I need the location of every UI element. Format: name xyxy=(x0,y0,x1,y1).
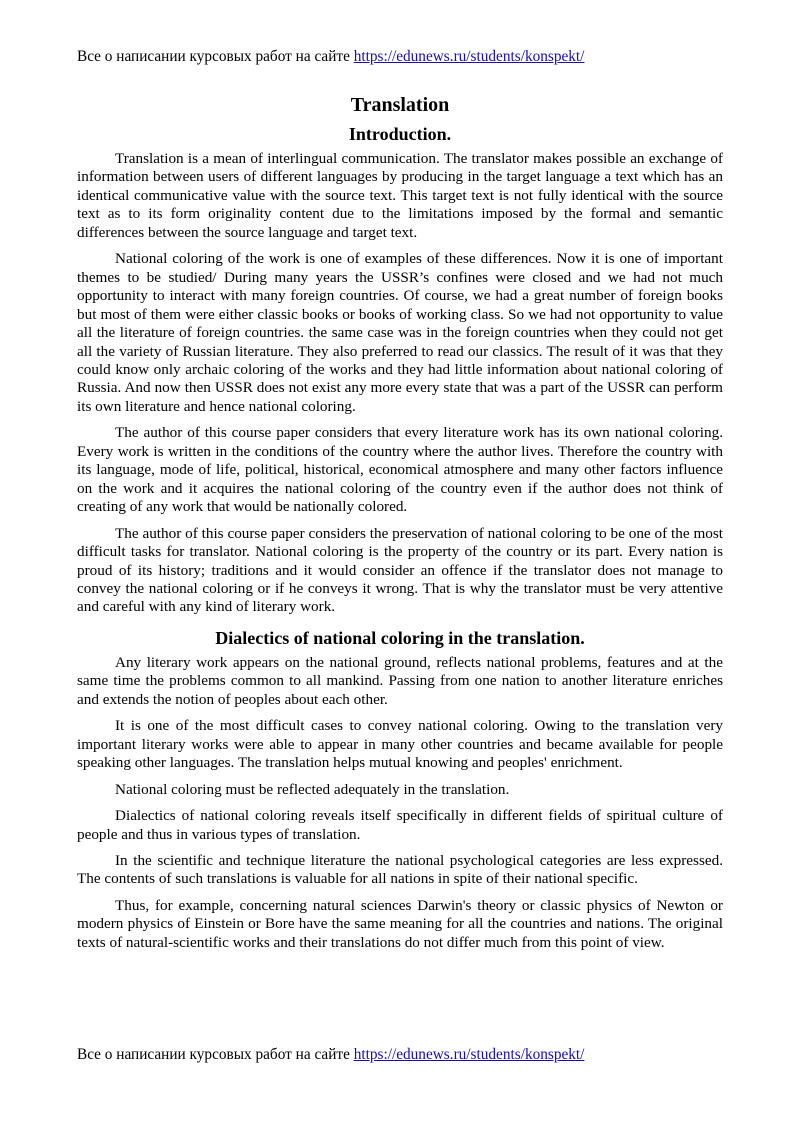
dialectics-paragraph-2: It is one of the most difficult cases to convey national coloring. Owing to the translation very important literary works were able to appear in many other countries and became available for people speaking other languages. The translation helps mutual knowing and peoples' enrichment. xyxy=(77,717,723,772)
document-body xyxy=(77,92,723,960)
intro-heading: Introduction. xyxy=(348,124,452,144)
document-title: Translation xyxy=(350,94,450,116)
dialectics-paragraph-4: Dialectics of national coloring reveals itself specifically in different fields of spiritual culture of people and thus in various types of translation. xyxy=(77,807,723,843)
footer-text: Все о написании курсовых работ на сайте xyxy=(77,1046,354,1063)
dialectics-heading: Dialectics of national coloring in the translation. xyxy=(215,627,585,648)
page-footer xyxy=(77,1046,584,1064)
dialectics-paragraph-3: National coloring must be reflected adequately in the translation. xyxy=(115,780,510,798)
footer-link[interactable]: https://edunews.ru/students/konspekt/ xyxy=(353,1046,585,1063)
dialectics-paragraph-6: Thus, for example, concerning natural sciences Darwin's theory or classic physics of Newton or modern physics of Einstein or Bore have the same meaning for all the countries and nations. The original texts of natural-scientific works and their translations do not differ much from this point of view. xyxy=(77,896,723,951)
dialectics-paragraph-5: In the scientific and technique literature the national psychological categories are less expressed. The contents of such translations is valuable for all nations in spite of their national specific. xyxy=(77,851,723,888)
intro-paragraph-1: Translation is a mean of interlingual communication. The translator makes possible an exchange of information between users of different languages by producing in the target language a text which has an identical communicative value with the source text. This target text is not fully identical with the source text as to its form originality content due to the limitations imposed by the formal and semantic differences between the source language and target text. xyxy=(77,150,723,241)
page-header xyxy=(77,48,584,66)
dialectics-paragraph-1: Any literary work appears on the national ground, reflects national problems, features and at the same time the problems common to all mankind. Passing from one nation to another literature enriches and extends the notion of peoples about each other. xyxy=(77,653,723,708)
intro-paragraph-3: The author of this course paper considers that every literature work has its own national coloring. Every work is written in the conditions of the country where the author lives. Therefore the country with its language, mode of life, political, historical, economical atmosphere and many other factors influence on the work and it acquires the national coloring of the country even if the author does not think of creating of any work that would be nationally colored. xyxy=(77,424,723,516)
header-link[interactable]: https://edunews.ru/students/konspekt/ xyxy=(353,48,585,65)
header-text: Все о написании курсовых работ на сайте xyxy=(77,48,354,65)
intro-paragraph-4: The author of this course paper considers the preservation of national coloring to be one of the most difficult tasks for translator. National coloring is the property of the country or its part. Every nation is proud of its history; traditions and it would consider an offence if the translator does not manage to convey the national coloring or if he conveys it wrong. That is why the translator must be very attentive and careful with any kind of literary work. xyxy=(77,524,723,616)
intro-paragraph-2: National coloring of the work is one of examples of these differences. Now it is one of important themes to be studied/ During many years the USSR’s confines were closed and we had not much opportunity to interact with many foreign countries. Of course, we had a great number of foreign books but most of them were either classic books or books of working class. So we had not opportunity to value all the literature of foreign countries. the same case was in the foreign countries when they could not get all the variety of Russian literature. They also preferred to read our classics. The result of it was that they could know only archaic coloring of the works and they had little information about national coloring of Russia. And now then USSR does not exist any more every state that was a part of the USSR can perform its own literature and hence national coloring. xyxy=(77,250,723,415)
